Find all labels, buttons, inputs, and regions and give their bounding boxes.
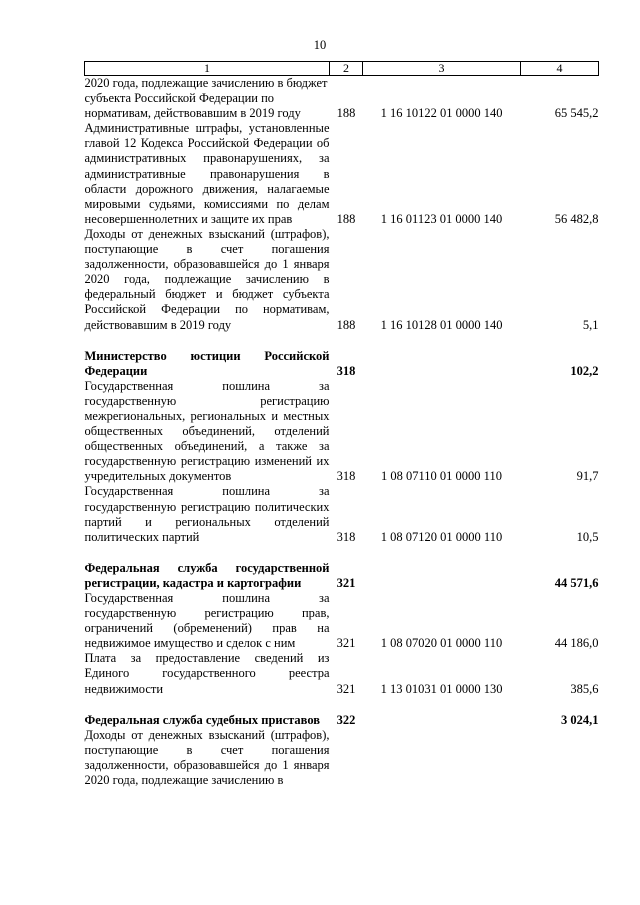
amount-cell: 3 024,1 <box>561 712 599 727</box>
table-row <box>85 227 599 333</box>
name-cell: Федеральная служба судебных приставов <box>84 712 321 727</box>
revenue-code-cell <box>363 728 521 788</box>
revenue-table <box>84 61 599 788</box>
table-row <box>85 591 599 651</box>
admin-code-cell: 318 <box>336 529 356 544</box>
admin-code-cell: 321 <box>336 681 356 696</box>
admin-code-cell: 188 <box>336 317 356 332</box>
revenue-code-cell: 1 08 07110 01 0000 110 <box>381 469 502 484</box>
name-cell: Государственная пошлина за государственную регистрацию межрегиональных, региональных и местных общественных объединений, отделений общественных объединений, а также за государственную регистрацию изменений их учредительных документов <box>84 378 330 484</box>
name-cell: Доходы от денежных взысканий (штрафов), поступающие в счет погашения задолженности, образовавшейся до 1 января 2020 года, подлежащие зачислению в федеральный бюджет и бюджет субъекта Российской Федерации по нормативам, действовавшим в 2019 году <box>84 226 330 332</box>
table-row <box>85 651 599 696</box>
amount-cell: 102,2 <box>570 363 599 378</box>
table-row <box>85 728 599 788</box>
amount-cell: 385,6 <box>570 681 599 696</box>
organization-row <box>85 349 599 379</box>
amount-cell: 44 186,0 <box>554 636 599 651</box>
amount-cell: 44 571,6 <box>554 575 599 590</box>
spacer-cell <box>85 545 599 561</box>
revenue-code-cell <box>363 349 521 379</box>
column-header-code: 3 <box>363 62 521 76</box>
revenue-code-cell: 1 08 07020 01 0000 110 <box>380 636 503 651</box>
amount-cell <box>521 728 599 788</box>
name-cell: Министерство юстиции Российской Федерации <box>84 348 330 378</box>
table-row <box>85 76 599 122</box>
revenue-code-cell: 1 08 07120 01 0000 110 <box>380 529 503 544</box>
spacer-row <box>85 545 599 561</box>
organization-row <box>85 561 599 591</box>
revenue-code-cell: 1 16 10122 01 0000 140 <box>380 106 503 121</box>
table-body <box>85 76 599 789</box>
admin-code-cell: 321 <box>336 575 356 590</box>
revenue-code-cell: 1 13 01031 01 0000 130 <box>380 681 503 696</box>
column-header-amount: 4 <box>521 62 599 76</box>
admin-code-cell: 322 <box>336 712 356 727</box>
column-header-admin: 2 <box>330 62 363 76</box>
admin-code-cell: 321 <box>336 636 356 651</box>
column-header-name: 1 <box>85 62 330 76</box>
spacer-row <box>85 697 599 713</box>
revenue-code-cell <box>363 561 521 591</box>
organization-row <box>85 713 599 728</box>
spacer-cell <box>85 333 599 349</box>
table-row <box>85 379 599 485</box>
name-cell: Плата за предоставление сведений из Единого государственного реестра недвижимости <box>84 651 330 696</box>
name-cell: Доходы от денежных взысканий (штрафов), поступающие в счет погашения задолженности, образовавшейся до 1 января 2020 года, подлежащие зачислению в <box>84 727 330 788</box>
page-number: 10 <box>313 38 327 52</box>
spacer-row <box>85 333 599 349</box>
table-row <box>85 484 599 544</box>
name-cell: Государственная пошлина за государственную регистрацию политических партий и региональных отделений политических партий <box>84 484 330 544</box>
amount-cell: 56 482,8 <box>554 211 599 226</box>
admin-code-cell: 188 <box>336 211 356 226</box>
name-cell: Административные штрафы, установленные главой 12 Кодекса Российской Федерации об административных правонарушениях, за административные правонарушения в области дорожного движения, налагаемые мировыми судьями, комиссиями по делам несовершеннолетних и защите их прав <box>84 121 330 226</box>
admin-code-cell: 188 <box>336 106 356 121</box>
amount-cell: 10,5 <box>576 529 599 544</box>
table-header-row <box>85 62 599 76</box>
admin-code-cell: 318 <box>336 469 356 484</box>
amount-cell: 65 545,2 <box>554 106 599 121</box>
revenue-code-cell: 1 16 10128 01 0000 140 <box>380 317 503 332</box>
amount-cell: 91,7 <box>576 469 599 484</box>
revenue-code-cell <box>363 713 521 728</box>
revenue-code-cell: 1 16 01123 01 0000 140 <box>380 211 503 226</box>
table-row <box>85 121 599 227</box>
name-cell: Государственная пошлина за государственную регистрацию прав, ограничений (обременений) прав на недвижимое имущество и сделок с ним <box>84 591 330 651</box>
admin-code-cell <box>330 728 363 788</box>
name-cell: 2020 года, подлежащие зачислению в бюджет субъекта Российской Федерации по нормативам, действовавшим в 2019 году <box>84 76 328 121</box>
spacer-cell <box>85 697 599 713</box>
name-cell: Федеральная служба государственной регистрации, кадастра и картографии <box>84 560 330 590</box>
amount-cell: 5,1 <box>582 317 599 332</box>
admin-code-cell: 318 <box>336 363 356 378</box>
